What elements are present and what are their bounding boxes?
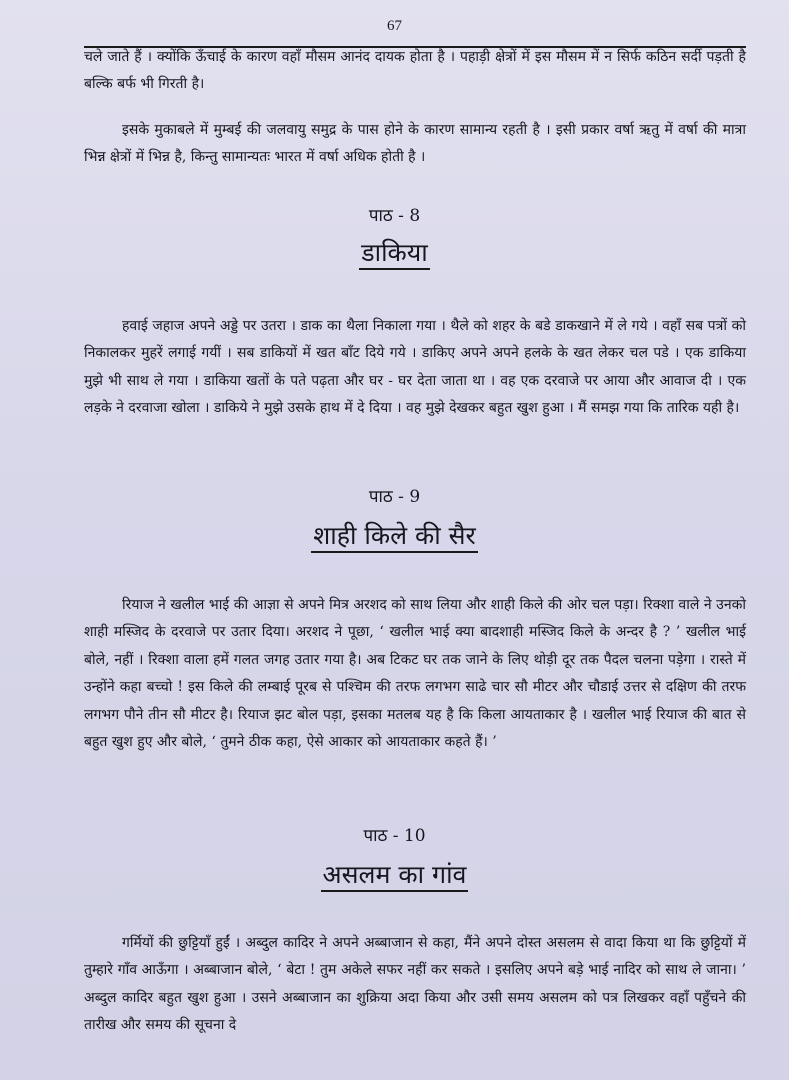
lesson-9-text: रियाज ने खलील भाई की आज्ञा से अपने मित्र अरशद को साथ लिया और शाही किले की ओर चल पड़ा। रिक्शा वाले ने उनको शाही मस्जिद के दरवाजे पर उतार दिया। अरशद ने पूछा, ‘ खलील भाई क्या बादशाही मस्जिद किले के अन्दर है ? ’ खलील भाई बोले, नहीं । रिक्शा वाला हमें गलत जगह उतार गया है। अब टिकट घर तक जाने के लिए थोड़ी दूर तक पैदल चलना पड़ेगा । रास्ते में उन्होंने कहा बच्चो ! इस किले की लम्बाई पूरब से पश्चिम की तरफ लगभग साढे चार सौ मीटर और चौडाई उत्तर से दक्षिण की तरफ लगभग पौने तीन सौ मीटर है। रियाज झट बोल पड़ा, इसका मतलब यह है कि किला आयताकार है । खलील भाई रियाज की बात से बहुत खुश हुए और बोले, ‘ तुमने ठीक कहा, ऐसे आकार को आयताकार कहते हैं। ’ xyxy=(84,597,746,751)
lesson-10-title xyxy=(0,857,789,891)
lesson-8-title-text: डाकिया xyxy=(359,238,430,270)
page-number: 67 xyxy=(387,18,402,34)
lesson-9-number: पाठ - 9 xyxy=(368,487,421,507)
lesson-8-number: पाठ - 8 xyxy=(368,206,421,226)
intro-paragraph-1: चले जाते हैं । क्योंकि ऊँचाई के कारण वहाँ मौसम आनंद दायक होता है । पहाड़ी क्षेत्रों में इस मौसम में न सिर्फ कठिन सर्दी पड़ती है बल्कि बर्फ भी गिरती है। xyxy=(84,49,746,93)
lesson-10-number: पाठ - 10 xyxy=(363,826,426,846)
lesson-8-text: हवाई जहाज अपने अड्डे पर उतरा । डाक का थैला निकाला गया । थैले को शहर के बडे डाकखाने में ले गये । वहाँ सब पत्रों को निकालकर मुहरें लगाई गयीं । सब डाकियों में खत बाँट दिये गये । डाकिए अपने अपने हलके के खत लेकर चल पडे । एक डाकिया मुझे भी साथ ले गया । डाकिया खतों के पते पढ़ता और घर - घर देता जाता था । वह एक दरवाजे पर आया और आवाज दी । एक लड़के ने दरवाजा खोला । डाकिये ने मुझे उसके हाथ में दे दिया । वह मुझे देखकर बहुत खुश हुआ । मैं समझ गया कि तारिक यही है। xyxy=(84,318,746,417)
lesson-10-text: गर्मियों की छुट्टियाँ हुईं । अब्दुल कादिर ने अपने अब्बाजान से कहा, मैंने अपने दोस्त असलम से वादा किया था कि छुट्टियों में तुम्हारे गाँव आऊँगा । अब्बाजान बोले, ‘ बेटा ! तुम अकेले सफर नहीं कर सकते । इसलिए अपने बड़े भाई नादिर को साथ ले जाना। ’ अब्दुल कादिर बहुत खुश हुआ । उसने अब्बाजान का शुक्रिया अदा किया और उसी समय असलम को पत्र लिखकर वहाँ पहुँचने की तारीख और समय की सूचना दे xyxy=(84,935,746,1034)
lesson-9-title xyxy=(0,518,789,552)
intro-paragraph-2: इसके मुकाबले में मुम्बई की जलवायु समुद्र के पास होने के कारण सामान्य रहती है । इसी प्रकार वर्षा ऋतु में वर्षा की मात्रा भिन्न क्षेत्रों में भिन्न है, किन्तु सामान्यतः भारत में वर्षा अधिक होती है । xyxy=(84,122,746,166)
lesson-9-title-text: शाही किले की सैर xyxy=(311,521,478,553)
lesson-10-title-text: असलम का गांव xyxy=(321,860,469,892)
lesson-8-title xyxy=(0,235,789,269)
